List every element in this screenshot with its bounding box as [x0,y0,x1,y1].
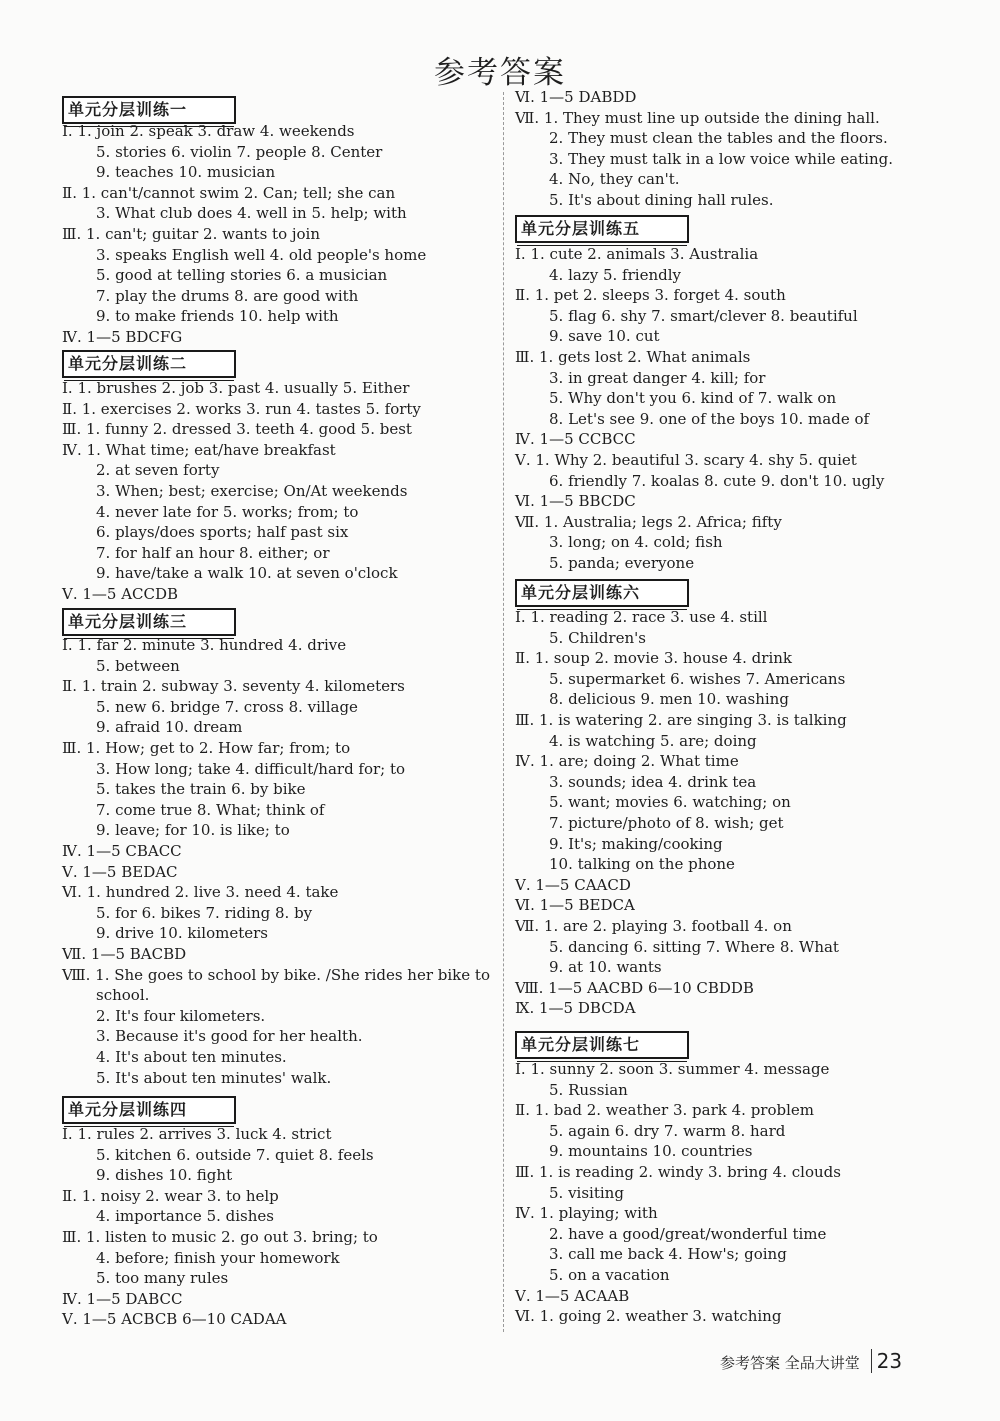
answer-line: Ⅵ. 1. hundred 2. live 3. need 4. take [62,883,339,901]
answer-line: 9. It's; making/cooking [549,835,723,853]
answer-line: 5. for 6. bikes 7. riding 8. by [96,904,313,922]
answer-line: 4. is watching 5. are; doing [549,732,757,750]
answer-line: 5. supermarket 6. wishes 7. Americans [549,670,846,688]
answer-line: Ⅳ. 1—5 CCBCC [515,430,636,448]
answer-line: 5. Russian [549,1081,628,1099]
answer-line: 4. never late for 5. works; from; to [96,503,359,521]
answer-line: Ⅰ. 1. reading 2. race 3. use 4. still [515,608,768,626]
section-heading: 单元分层训练四 [62,1096,236,1124]
answer-line: 9. save 10. cut [549,327,660,345]
answer-line: 9. at 10. wants [549,958,662,976]
answer-line: Ⅱ. 1. noisy 2. wear 3. to help [62,1187,279,1205]
answer-line: 9. leave; for 10. is like; to [96,821,290,839]
answer-line: 5. stories 6. violin 7. people 8. Center [96,143,383,161]
answer-line: Ⅳ. 1. are; doing 2. What time [515,752,739,770]
answer-line: 10. talking on the phone [549,855,735,873]
answer-line: 7. come true 8. What; think of [96,801,325,819]
answer-line: 8. delicious 9. men 10. washing [549,690,789,708]
answer-line: Ⅰ. 1. join 2. speak 3. draw 4. weekends [62,122,355,140]
answer-line: 5. panda; everyone [549,554,695,572]
answer-line: 6. friendly 7. koalas 8. cute 9. don't 10. ugly [549,472,885,490]
answer-line: 9. drive 10. kilometers [96,924,268,942]
answer-line: 2. at seven forty [96,461,220,479]
answer-line: Ⅴ. 1—5 CAACD [515,876,631,894]
answer-line: 3. What club does 4. well in 5. help; with [96,204,407,222]
answer-line: Ⅳ. 1. playing; with [515,1204,658,1222]
section-heading: 单元分层训练五 [515,215,689,243]
answer-line: Ⅴ. 1—5 ACCDB [62,585,179,603]
answer-line: Ⅵ. 1. going 2. weather 3. watching [515,1307,782,1325]
answer-line: Ⅷ. 1. She goes to school by bike. /She rides her bike to [62,966,490,984]
answer-line: 9. to make friends 10. help with [96,307,339,325]
answer-line: Ⅵ. 1—5 BBCDC [515,492,636,510]
footer-label: 参考答案 [720,1354,781,1372]
answer-line: Ⅱ. 1. can't/cannot swim 2. Can; tell; she can [62,184,396,202]
answer-line: Ⅲ. 1. listen to music 2. go out 3. bring; to [62,1228,378,1246]
footer-book: 全品大讲堂 [784,1354,860,1372]
answer-line: 5. again 6. dry 7. warm 8. hard [549,1122,786,1140]
answer-line: 4. importance 5. dishes [96,1207,274,1225]
answer-line: 3. speaks English well 4. old people's home [96,246,427,264]
answer-line: Ⅶ. 1. are 2. playing 3. football 4. on [515,917,792,935]
answer-line: 4. It's about ten minutes. [96,1048,287,1066]
section-heading: 单元分层训练一 [62,96,236,124]
answer-line: Ⅴ. 1—5 ACBCB 6—10 CADAA [62,1310,287,1328]
answer-line: 9. mountains 10. countries [549,1142,753,1160]
answer-line: Ⅰ. 1. brushes 2. job 3. past 4. usually 5. Either [62,379,410,397]
answer-line: Ⅴ. 1. Why 2. beautiful 3. scary 4. shy 5. quiet [515,451,857,469]
answer-line: 3. sounds; idea 4. drink tea [549,773,757,791]
answer-line: Ⅱ. 1. soup 2. movie 3. house 4. drink [515,649,792,667]
answer-line: 5. It's about dining hall rules. [549,191,774,209]
answer-line: 5. kitchen 6. outside 7. quiet 8. feels [96,1146,374,1164]
answer-line: Ⅱ. 1. exercises 2. works 3. run 4. tastes 5. forty [62,400,421,418]
answer-line: 3. They must talk in a low voice while eating. [549,150,894,168]
answer-line: 5. on a vacation [549,1266,670,1284]
answer-line: 7. for half an hour 8. either; or [96,544,330,562]
answer-line: 5. visiting [549,1184,624,1202]
answer-line: 5. dancing 6. sitting 7. Where 8. What [549,938,839,956]
answer-line: Ⅲ. 1. is reading 2. windy 3. bring 4. clouds [515,1163,841,1181]
answer-line: 3. When; best; exercise; On/At weekends [96,482,408,500]
answer-line: 8. Let's see 9. one of the boys 10. made of [549,410,870,428]
answer-line: 5. takes the train 6. by bike [96,780,306,798]
answer-line: 4. No, they can't. [549,170,680,188]
answer-line: Ⅰ. 1. cute 2. animals 3. Australia [515,245,759,263]
answer-line: 6. plays/does sports; half past six [96,523,349,541]
answer-line: 2. It's four kilometers. [96,1007,266,1025]
answer-line: Ⅳ. 1. What time; eat/have breakfast [62,441,336,459]
answer-line: Ⅲ. 1. How; get to 2. How far; from; to [62,739,351,757]
answer-line: 7. picture/photo of 8. wish; get [549,814,784,832]
page-number: 23 [871,1349,902,1373]
section-heading: 单元分层训练七 [515,1031,689,1059]
answer-line: Ⅲ. 1. can't; guitar 2. wants to join [62,225,321,243]
answer-line: 5. flag 6. shy 7. smart/clever 8. beautiful [549,307,858,325]
answer-line: 9. afraid 10. dream [96,718,243,736]
column-divider [503,92,504,1332]
page-title: 参考答案 [434,54,566,91]
answer-line: Ⅲ. 1. gets lost 2. What animals [515,348,751,366]
answer-line: Ⅶ. 1—5 BACBD [62,945,187,963]
answer-line: Ⅴ. 1—5 ACAAB [515,1287,630,1305]
answer-line: Ⅵ. 1—5 DABDD [515,88,637,106]
answer-line: 5. Children's [549,629,646,647]
answer-line: Ⅲ. 1. is watering 2. are singing 3. is talking [515,711,847,729]
answer-line: 9. teaches 10. musician [96,163,276,181]
answer-line: 3. call me back 4. How's; going [549,1245,787,1263]
answer-line: Ⅱ. 1. pet 2. sleeps 3. forget 4. south [515,286,786,304]
answer-line: Ⅱ. 1. train 2. subway 3. seventy 4. kilometers [62,677,405,695]
answer-line: 4. lazy 5. friendly [549,266,681,284]
answer-line: Ⅸ. 1—5 DBCDA [515,999,636,1017]
answer-line: 2. They must clean the tables and the floors. [549,129,888,147]
answer-line: 3. How long; take 4. difficult/hard for; to [96,760,406,778]
answer-line: 5. good at telling stories 6. a musician [96,266,388,284]
section-heading: 单元分层训练三 [62,608,236,636]
answer-line: Ⅵ. 1—5 BEDCA [515,896,635,914]
section-heading: 单元分层训练二 [62,350,236,378]
answer-line: 5. Why don't you 6. kind of 7. walk on [549,389,837,407]
answer-line: 5. too many rules [96,1269,229,1287]
answer-line: Ⅳ. 1—5 BDCFG [62,328,183,346]
answer-line: Ⅱ. 1. bad 2. weather 3. park 4. problem [515,1101,815,1119]
answer-line: Ⅰ. 1. rules 2. arrives 3. luck 4. strict [62,1125,332,1143]
answer-line: 3. Because it's good for her health. [96,1027,363,1045]
answer-line: Ⅰ. 1. far 2. minute 3. hundred 4. drive [62,636,347,654]
answer-line: Ⅲ. 1. funny 2. dressed 3. teeth 4. good 5. best [62,420,412,438]
answer-line: 9. dishes 10. fight [96,1166,233,1184]
answer-line: 5. It's about ten minutes' walk. [96,1069,332,1087]
answer-line: Ⅳ. 1—5 DABCC [62,1290,183,1308]
answer-line: 5. want; movies 6. watching; on [549,793,791,811]
answer-line: Ⅴ. 1—5 BEDAC [62,863,178,881]
answer-line: Ⅶ. 1. Australia; legs 2. Africa; fifty [515,513,782,531]
answer-line: 5. new 6. bridge 7. cross 8. village [96,698,358,716]
answer-line: 4. before; finish your homework [96,1249,340,1267]
answer-line: 9. have/take a walk 10. at seven o'clock [96,564,398,582]
section-heading: 单元分层训练六 [515,579,689,607]
answer-line: 3. in great danger 4. kill; for [549,369,766,387]
answer-line: 3. long; on 4. cold; fish [549,533,723,551]
answer-line: Ⅷ. 1—5 AACBD 6—10 CBDDB [515,979,754,997]
answer-line: Ⅰ. 1. sunny 2. soon 3. summer 4. message [515,1060,830,1078]
page-footer [720,1349,902,1373]
answer-line: 5. between [96,657,180,675]
answer-line: Ⅶ. 1. They must line up outside the dining hall. [515,109,880,127]
answer-line: 7. play the drums 8. are good with [96,287,359,305]
answer-line: school. [96,986,150,1004]
answer-line: Ⅳ. 1—5 CBACC [62,842,182,860]
answer-line: 2. have a good/great/wonderful time [549,1225,827,1243]
